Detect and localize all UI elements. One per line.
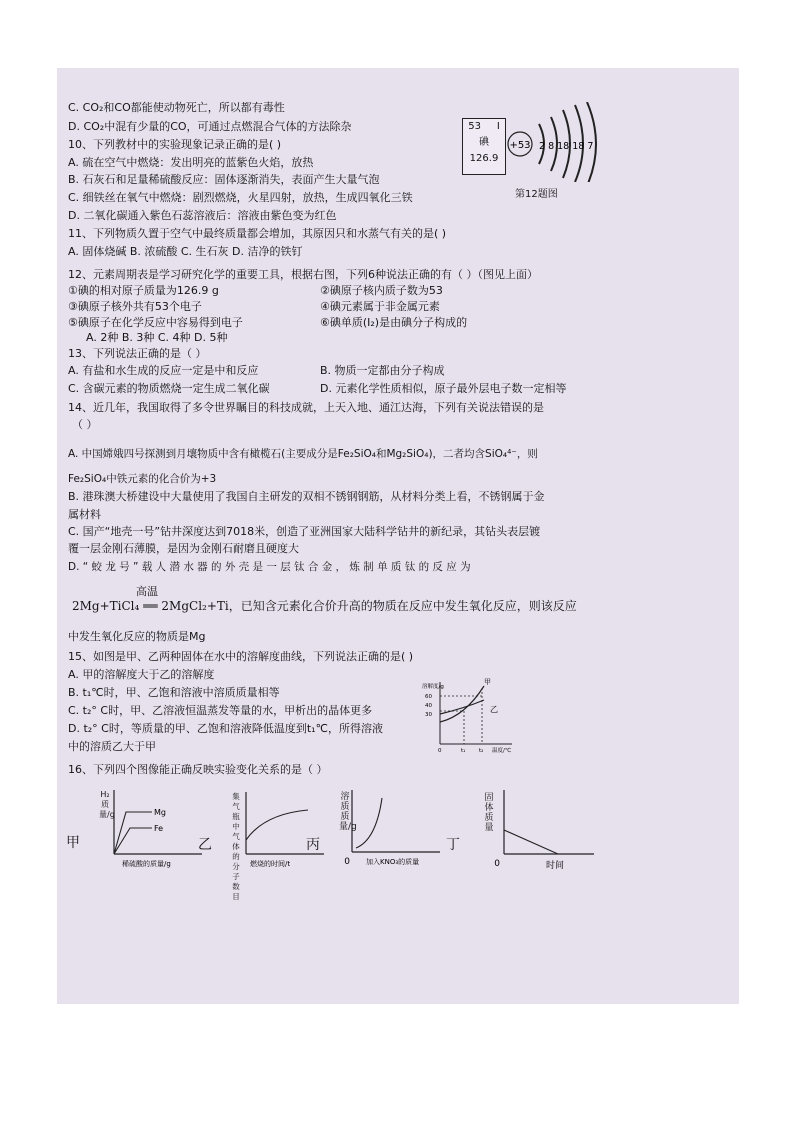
q15-option-a: A. 甲的溶解度大于乙的溶解度 <box>68 668 215 681</box>
q10-stem: 10、下列教材中的实验现象记录正确的是( ) <box>68 138 282 151</box>
series-mg: Mg <box>154 808 166 817</box>
q15-option-b: B. t₁℃时，甲、乙饱和溶液中溶质质量相等 <box>68 686 280 699</box>
y-axis-label: 溶解度/g <box>422 684 444 690</box>
y-tick-60: 60 <box>425 694 432 700</box>
y-tick-40: 40 <box>425 703 432 709</box>
iodine-atom-structure <box>505 102 615 182</box>
q9-option-d: D. CO₂中混有少量的CO，可通过点燃混合气体的方法除杂 <box>68 120 352 133</box>
q14-option-a-2: Fe₂SiO₄中铁元素的化合价为+3 <box>68 473 217 485</box>
line-fe <box>114 828 152 854</box>
origin-label: 0 <box>494 859 500 869</box>
q10-option-a: A. 硫在空气中燃烧：发出明亮的蓝紫色火焰，放热 <box>68 156 314 169</box>
q13-stem: 13、下列说法正确的是（ ） <box>68 347 207 360</box>
q12-stem: 12、元素周期表是学习研究化学的重要工具，根据右图，下列6种说法正确的有（ ）（图见上面） <box>68 268 538 281</box>
q15-option-c: C. t₂° C时，甲、乙溶液恒温蒸发等量的水，甲析出的晶体更多 <box>68 704 373 717</box>
q9-option-c: C. CO₂和CO都能使动物死亡，所以都有毒性 <box>68 101 285 114</box>
graph-label-ding: 丁 <box>446 837 460 853</box>
q13-option-a: A. 有盐和水生成的反应一定是中和反应 <box>68 364 259 377</box>
q11-options: A. 固体烧碱 B. 浓硫酸 C. 生石灰 D. 洁净的铁钉 <box>68 245 303 258</box>
y-axis-label: 集气瓶中气体的分子数目 <box>232 792 240 901</box>
line-mg <box>114 812 152 854</box>
q13-option-c: C. 含碳元素的物质燃烧一定生成二氧化碳 <box>68 382 270 395</box>
origin-label: 0 <box>344 857 350 867</box>
x-tick-t2: t₂ <box>479 748 484 754</box>
graph-label-bing: 丙 <box>306 837 320 853</box>
q13-option-b: B. 物质一定都由分子构成 <box>320 364 445 377</box>
graph-label-yi: 乙 <box>198 837 212 853</box>
element-name: 碘 <box>479 137 489 148</box>
q14-option-b-2: 属材料 <box>68 508 101 521</box>
q10-option-b: B. 石灰石和足量稀硫酸反应：固体逐渐消失，表面产生大量气泡 <box>68 173 380 186</box>
x-axis-label: 燃烧的时间/t <box>250 860 291 868</box>
x-axis-label: 加入KNO₃的质量 <box>366 858 420 866</box>
q15-option-d-1: D. t₂° C时，等质量的甲、乙饱和溶液降低温度到t₁℃，所得溶液 <box>68 722 383 735</box>
atomic-mass: 126.9 <box>469 153 499 164</box>
curve-molecule-count <box>246 810 308 840</box>
q15-stem: 15、如图是甲、乙两种固体在水中的溶解度曲线，下列说法正确的是( ) <box>68 650 414 663</box>
q16-stem: 16、下列四个图像能正确反映实验变化关系的是（ ） <box>68 763 328 776</box>
curve-jia <box>440 686 484 722</box>
graph-jia <box>96 788 206 870</box>
q12-statement-2: ②碘原子核内质子数为53 <box>320 284 443 297</box>
electron-shells: 2 8 18 18 7 <box>539 141 594 152</box>
series-fe: Fe <box>154 824 164 833</box>
x-axis-label: 温度/℃ <box>492 748 512 754</box>
y-axis-label: H₂质量/g <box>99 790 115 819</box>
q12-statement-5: ⑤碘原子在化学反应中容易得到电子 <box>68 316 243 329</box>
figure-caption: 第12题图 <box>515 189 558 200</box>
q14-option-c-2: 覆一层金刚石薄膜，是因为金刚石耐磨且硬度大 <box>68 542 299 555</box>
q12-statement-4: ④碘元素属于非金属元素 <box>320 300 440 313</box>
series-yi: 乙 <box>490 705 498 714</box>
y-axis-label: 固体质量 <box>484 793 494 833</box>
q12-statement-6: ⑥碘单质(I₂)是由碘分子构成的 <box>320 316 468 329</box>
q13-option-d: D. 元素化学性质相似，原子最外层电子数一定相等 <box>320 382 567 395</box>
x-tick-t1: t₁ <box>461 748 466 754</box>
q15-option-d-2: 中的溶质乙大于甲 <box>68 740 156 753</box>
curve-solute-mass <box>356 798 382 848</box>
reaction-condition: 高温 <box>136 585 158 598</box>
q11-stem: 11、下列物质久置于空气中最终质量都会增加，其原因只和水蒸气有关的是( ) <box>68 227 447 240</box>
y-axis-label: 溶质质量/g <box>339 792 357 832</box>
q10-option-c: C. 细铁丝在氧气中燃烧：剧烈燃烧，火星四射，放热，生成四氧化三铁 <box>68 191 413 204</box>
series-jia: 甲 <box>484 678 491 686</box>
x-axis-label: 稀硫酸的质量/g <box>122 860 171 868</box>
q12-statement-1: ①碘的相对原子质量为126.9 g <box>68 284 219 297</box>
atomic-number: 53 <box>468 121 481 132</box>
nucleus-label: +53 <box>509 140 531 151</box>
solubility-curve-graph <box>420 676 520 756</box>
q14-option-d-3: 中发生氧化反应的物质是Mg <box>68 630 206 643</box>
q14-equation: 2Mg+TiCl₄ ══ 2MgCl₂+Ti，已知含元素化合价升高的物质在反应中发生氧化反应，则该反应 <box>72 599 577 613</box>
q14-option-d-1: D. “ 蛟 龙 号 ” 载 人 潜 水 器 的 外 壳 是 一 层 钛 合 金 ， 炼 制 单 质 钛 的 反 应 为 <box>68 561 471 573</box>
q10-option-d: D. 二氧化碳通入紫色石蕊溶液后：溶液由紫色变为红色 <box>68 209 337 222</box>
y-tick-30: 30 <box>425 712 432 718</box>
q12-statement-3: ③碘原子核外共有53个电子 <box>68 300 202 313</box>
element-symbol: I <box>496 121 500 132</box>
q14-option-a-1: A. 中国嫦娥四号探测到月壤物质中含有橄榄石(主要成分是Fe₂SiO₄和Mg₂SiO₄)，二者均含SiO₄⁴⁻，则 <box>68 448 538 460</box>
q14-stem: 14、近几年，我国取得了多令世界瞩目的科技成就，上天入地、通江达海，下列有关说法错误的是 <box>68 401 544 414</box>
iodine-element-tile <box>462 118 506 175</box>
x-tick-0: 0 <box>438 748 442 754</box>
line-solid-mass <box>504 830 558 854</box>
x-axis-label: 时间 <box>546 861 565 871</box>
q14-paren: （ ） <box>72 418 98 431</box>
q14-option-b-1: B. 港珠澳大桥建设中大量使用了我国自主研发的双相不锈钢钢筋，从材料分类上看，不锈钢属于金 <box>68 490 545 503</box>
graph-yi <box>228 790 328 870</box>
q12-options: A. 2种 B. 3种 C. 4种 D. 5种 <box>86 331 228 344</box>
q14-option-c-1: C. 国产“地壳一号”钻井深度达到7018米，创造了亚洲国家大陆科学钻井的新纪录，其钻头表层镀 <box>68 525 541 538</box>
graph-label-jia: 甲 <box>66 835 80 851</box>
